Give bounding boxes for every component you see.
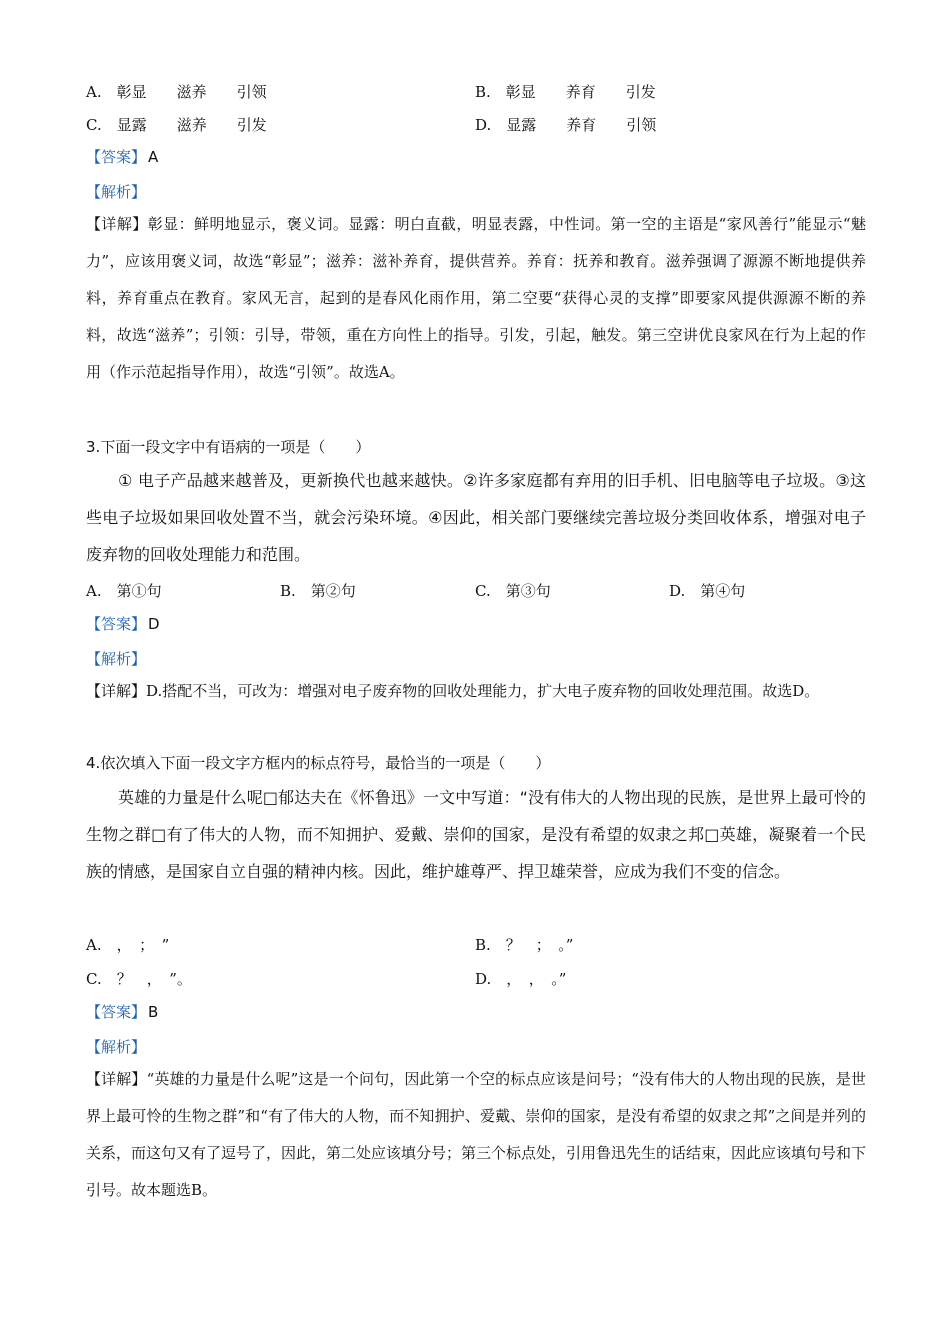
analysis-tag: 【解析】 [86,650,147,668]
q2-detail-text: 彰显：鲜明地显示，褒义词。显露：明白直截，明显表露，中性词。第一空的主语是“家风善行”能显示“魅力”，应该用褒义词，故选“彰显”；滋养：滋补养育，提供营养。养育：抚养和教育。滋养强调了源源不断地提供养料，养育重点在教育。家风无言，起到的是春风化雨作用，第二空要“获得心灵的支撑”即要家风提供源源不断的养料，故选“滋养”；引领：引导，带领，重在方向性上的指导。引发，引起，触发。第三空讲优良家风在行为上起的作用（作示范起指导作用），故选“引领”。故选A。 [86,215,866,381]
q3-option-d: D. 第④句 [669,582,746,600]
q2-option-b: B. 彰显 养育 引发 [475,83,656,101]
q2-option-a: A. 彰显 滋养 引领 [86,83,267,101]
q3-analysis-line [86,649,146,670]
q3-stem [86,436,370,457]
q2-analysis-line [86,182,146,203]
q4-stem [86,752,550,773]
q3-option-c: C. 第③句 [475,582,551,600]
q2-option-d: D. 显露 养育 引领 [475,116,657,134]
q2-answer-line [86,147,158,168]
q4-detail-text: “英雄的力量是什么呢”这是一个问句，因此第一个空的标点应该是问号；“没有伟大的人物出现的民族，是世界上最可怜的生物之群”和“有了伟大的人物，而不知拥护、爱戴、崇仰的国家，是没有希望的奴隶之邦”之间是并列的关系，而这句又有了逗号了，因此，第二处应该填分号；第三个标点处，引用鲁迅先生的话结束，因此应该填句号和下引号。故本题选B。 [86,1070,867,1199]
q4-stem-text: 依次填入下面一段文字方框内的标点符号，最恰当的一项是（ ） [100,754,551,772]
q4-option-d: D. ， ， 。” [475,970,567,988]
analysis-tag: 【解析】 [86,183,147,201]
q4-answer: B [148,1003,159,1021]
q4-option-c: C. ？ ， ”。 [86,970,192,988]
detail-tag: 【详解】 [86,1070,147,1088]
q3-answer-line [86,614,160,635]
q4-answer-line [86,1002,158,1023]
q4-detail [86,1061,866,1209]
q2-answer: A [148,148,159,166]
q3-detail-text: D.搭配不当，可改为：增强对电子废弃物的回收处理能力，扩大电子废弃物的回收处理范围。故选D。 [146,682,820,700]
answer-tag: 【答案】 [86,1003,147,1021]
detail-tag: 【详解】 [86,215,148,233]
analysis-tag: 【解析】 [86,1038,147,1056]
q3-option-b: B. 第②句 [280,582,356,600]
detail-tag: 【详解】 [86,682,147,700]
q4-number: 4. [86,754,101,772]
q4-passage: 英雄的力量是什么呢□郁达夫在《怀鲁迅》一文中写道：“没有伟大的人物出现的民族，是世界上最可怜的生物之群□有了伟大的人物，而不知拥护、爱戴、崇仰的国家，是没有希望的奴隶之邦□英雄，凝聚着一个民族的情感，是国家自立自强的精神内核。因此，维护雄尊严、捍卫雄荣誉，应成为我们不变的信念。 [86,788,866,881]
answer-tag: 【答案】 [86,615,147,633]
q3-passage: ① 电子产品越来越普及，更新换代也越来越快。②许多家庭都有弃用的旧手机、旧电脑等电子垃圾。③这些电子垃圾如果回收处置不当，就会污染环境。④因此，相关部门要继续完善垃圾分类回收体系，增强对电子废弃物的回收处理能力和范围。 [86,471,866,564]
q3-detail [86,673,866,710]
answer-tag: 【答案】 [86,148,147,166]
q4-analysis-line [86,1037,146,1058]
q2-detail [86,206,866,391]
q3-number: 3. [86,438,101,456]
q3-option-a: A. 第①句 [86,582,162,600]
q3-answer: D [148,615,160,633]
q2-option-c: C. 显露 滋养 引发 [86,116,267,134]
q4-option-a: A. ， ； ” [86,936,170,954]
q3-stem-text: 下面一段文字中有语病的一项是（ ） [100,438,371,456]
q4-option-b: B. ？ ； 。” [475,936,574,954]
